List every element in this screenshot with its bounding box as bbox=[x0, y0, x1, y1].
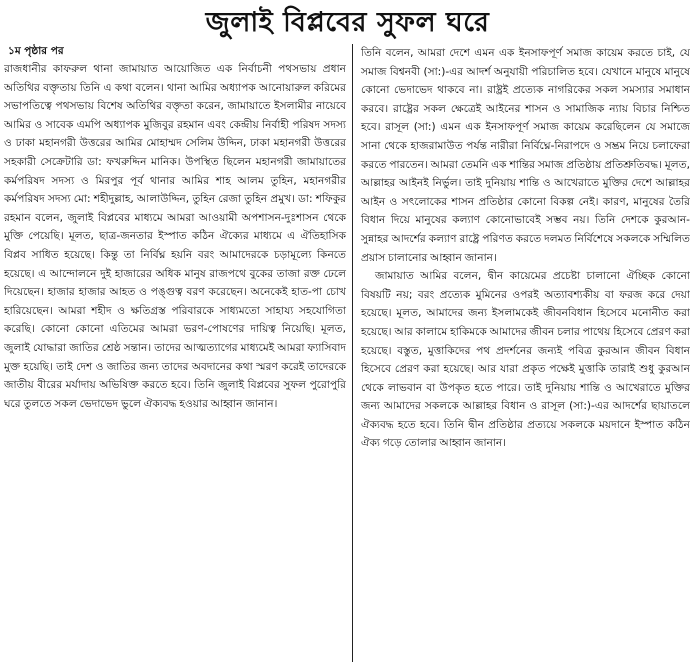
right-paragraph-1: তিনি বলেন, আমরা দেশে এমন এক ইনসাফপূর্ণ সমাজ কায়েম করতে চাই, যে সমাজ বিশ্বনবী (সা:)-এর আদর্শ অনুযায়ী পরিচালিত হবে। যেখানে মানুষে মানুষে কোনো ভেদাভেদ থাকবে না। রাষ্ট্রই প্রত্যেক নাগরিকের সকল সমস্যার সমাধান করবে। রাষ্ট্রের সকল ক্ষেত্রেই আইনের শাসন ও সামাজিক ন্যায় বিচার নিশ্চিত হবে। রাসূল (সা:) এমন এক ইনসাফপূর্ণ সমাজ কায়েম করেছিলেন যে সমাজে সানা থেকে হাজরামাউত পর্যন্ত নারীরা নির্বিঘ্নে-নিরাপদে ও সম্ভ্রম নিয়ে চলাফেরা করতে পারতেন। আমরা তেমনি এক শান্তির সমাজ প্রতিষ্ঠায় প্রতিশ্রুতিবদ্ধ। মূলত, আল্লাহর আইনই নির্ভুল। তাই দুনিয়ায় শান্তি ও আখেরাতে মুক্তির দেশে আল্লাহর আইন ও সৎলোকের শাসন প্রতিষ্ঠার কোনো বিকল্প নেই। কারণ, মানুষের তৈরি বিধান দিয়ে মানুষের কল্যাণ কোনোভাবেই সম্ভব নয়। তিনি দেশকে কুরআন-সুন্নাহর আদর্শের কল্যাণ রাষ্ট্রে পরিণত করতে দলমত নির্বিশেষে সকলকে সম্মিলিত প্রয়াস চালানোর আহ্বান জানান। bbox=[361, 47, 690, 264]
article-body bbox=[4, 44, 690, 662]
continuation-label: ১ম পৃষ্ঠার পর bbox=[8, 45, 64, 57]
right-paragraph-2: জামায়াত আমির বলেন, দ্বীন কায়েমের প্রচেষ্টা চালানো ঐচ্ছিক কোনো বিষয়টি নয়; বরং প্রত্যেক মুমিনের ওপরই অত্যাবশ্যকীয় বা ফরজ করে দেয়া হয়েছে। মূলত, আমাদের জন্য ইসলামকেই জীবনবিধান হিসেবে মনোনীত করা হয়েছে। আর কালামে হাকিমকে আমাদের জীবন চলার পাথেয় হিসেবে প্রেরণ করা হয়েছে। বস্তুত, মুত্তাকিদের পথ প্রদর্শনের জন্যই পবিত্র কুরআন জীবন বিধান হিসেবে প্রেরণ করা হয়েছে। আর যারা প্রকৃত পক্ষেই মুত্তাকি তারাই শুধু কুরআন থেকে লাভবান বা উপকৃত হতে পারে। তাই দুনিয়ায় শান্তি ও আখেরাতে মুক্তির জন্য আমাদের সকলকে আল্লাহর বিধান ও রাসূল (সা:)-এর আদর্শের ছায়াতলে ঐক্যবদ্ধ হতে হবে। তিনি দ্বীন প্রতিষ্ঠার প্রত্যয়ে সকলকে ময়দানে ইস্পাত কঠিন ঐক্য গড়ে তোলার আহ্বান জানান। bbox=[361, 270, 690, 450]
left-column bbox=[4, 44, 352, 662]
left-paragraph-1: রাজধানীর কাফরুল থানা জামায়াত আয়োজিত এক নির্বাচনী পথসভায় প্রধান অতিথির বক্তৃতায় তিনি এ কথা বলেন। থানা আমির অধ্যাপক আনোয়ারুল করিমের সভাপতিত্বে পথসভায় বিশেষ অতিথির বক্তৃতা করেন, জামায়াতে ইসলামীর নায়েবে আমির ও সাবেক এমপি অধ্যাপক মুজিবুর রহমান এবং কেন্দ্রীয় নির্বাহী পরিষদ সদস্য ও ঢাকা মহানগরী উত্তরের আমির মোহাম্মদ সেলিম উদ্দিন, ঢাকা মহানগরী উত্তরের সহকারী সেক্রেটারি ডা: ফখরুদ্দিন মানিক। উপস্থিত ছিলেন মহানগরী জামায়াতের কর্মপরিষদ সদস্য ও মিরপুর পূর্ব থানার আমির শাহ আলম তুহিন, মহানগরীর কর্মপরিষদ সদস্য মো: শহীদুল্লাহ, আলাউদ্দিন, তুহিন রেজা তুহিন প্রমুখ। ডা: শফিকুর রহমান বলেন, জুলাই বিপ্লবের মাধ্যমে আমরা আওয়ামী অপশাসন-দুঃশাসন থেকে মুক্তি পেয়েছি। মূলত, ছাত্র-জনতার ইস্পাত কঠিন ঐক্যের মাধ্যমে এ ঐতিহাসিক বিপ্লব সাধিত হয়েছে। কিন্তু তা নির্বিঘ্ন হয়নি বরং আমাদেরকে চড়ামূল্যে কিনতে হয়েছে। এ আন্দোলনে দুই হাজারের অধিক মানুষ রাজপথে বুকের তাজা রক্ত ঢেলে দিয়েছেন। হাজার হাজার আহত ও পঙ্গুত্ব বরণ করেছেন। অনেকেই হাত-পা চোখ হারিয়েছেন। আমরা শহীদ ও ক্ষতিগ্রস্ত পরিবারকে সাধ্যমতো সাহায্য সহযোগিতা করেছি। কোনো কোনো এতিমের আমরা ভরণ-পোষণের দায়িত্ব নিয়েছি। মূলত, জুলাই যোদ্ধারা জাতির শ্রেষ্ঠ সন্তান। তাদের আত্মত্যাগের মাধ্যমেই আমরা ফ্যাসিবাদ মুক্ত হয়েছি। তাই দেশ ও জাতির জন্য তাদের অবদানের কথা স্মরণ করেই তাদেরকে জাতীয় বীরের মর্যাদায় অভিষিক্ত করতে হবে। তিনি জুলাই বিপ্লবের সুফল পুরোপুরি ঘরে তুলতে সকল ভেদাভেদ ভুলে ঐক্যবদ্ধ হওয়ার আহ্বান জানান। bbox=[4, 63, 346, 410]
right-column bbox=[353, 44, 690, 662]
headline: জুলাই বিপ্লবের সুফল ঘরে bbox=[205, 7, 490, 38]
